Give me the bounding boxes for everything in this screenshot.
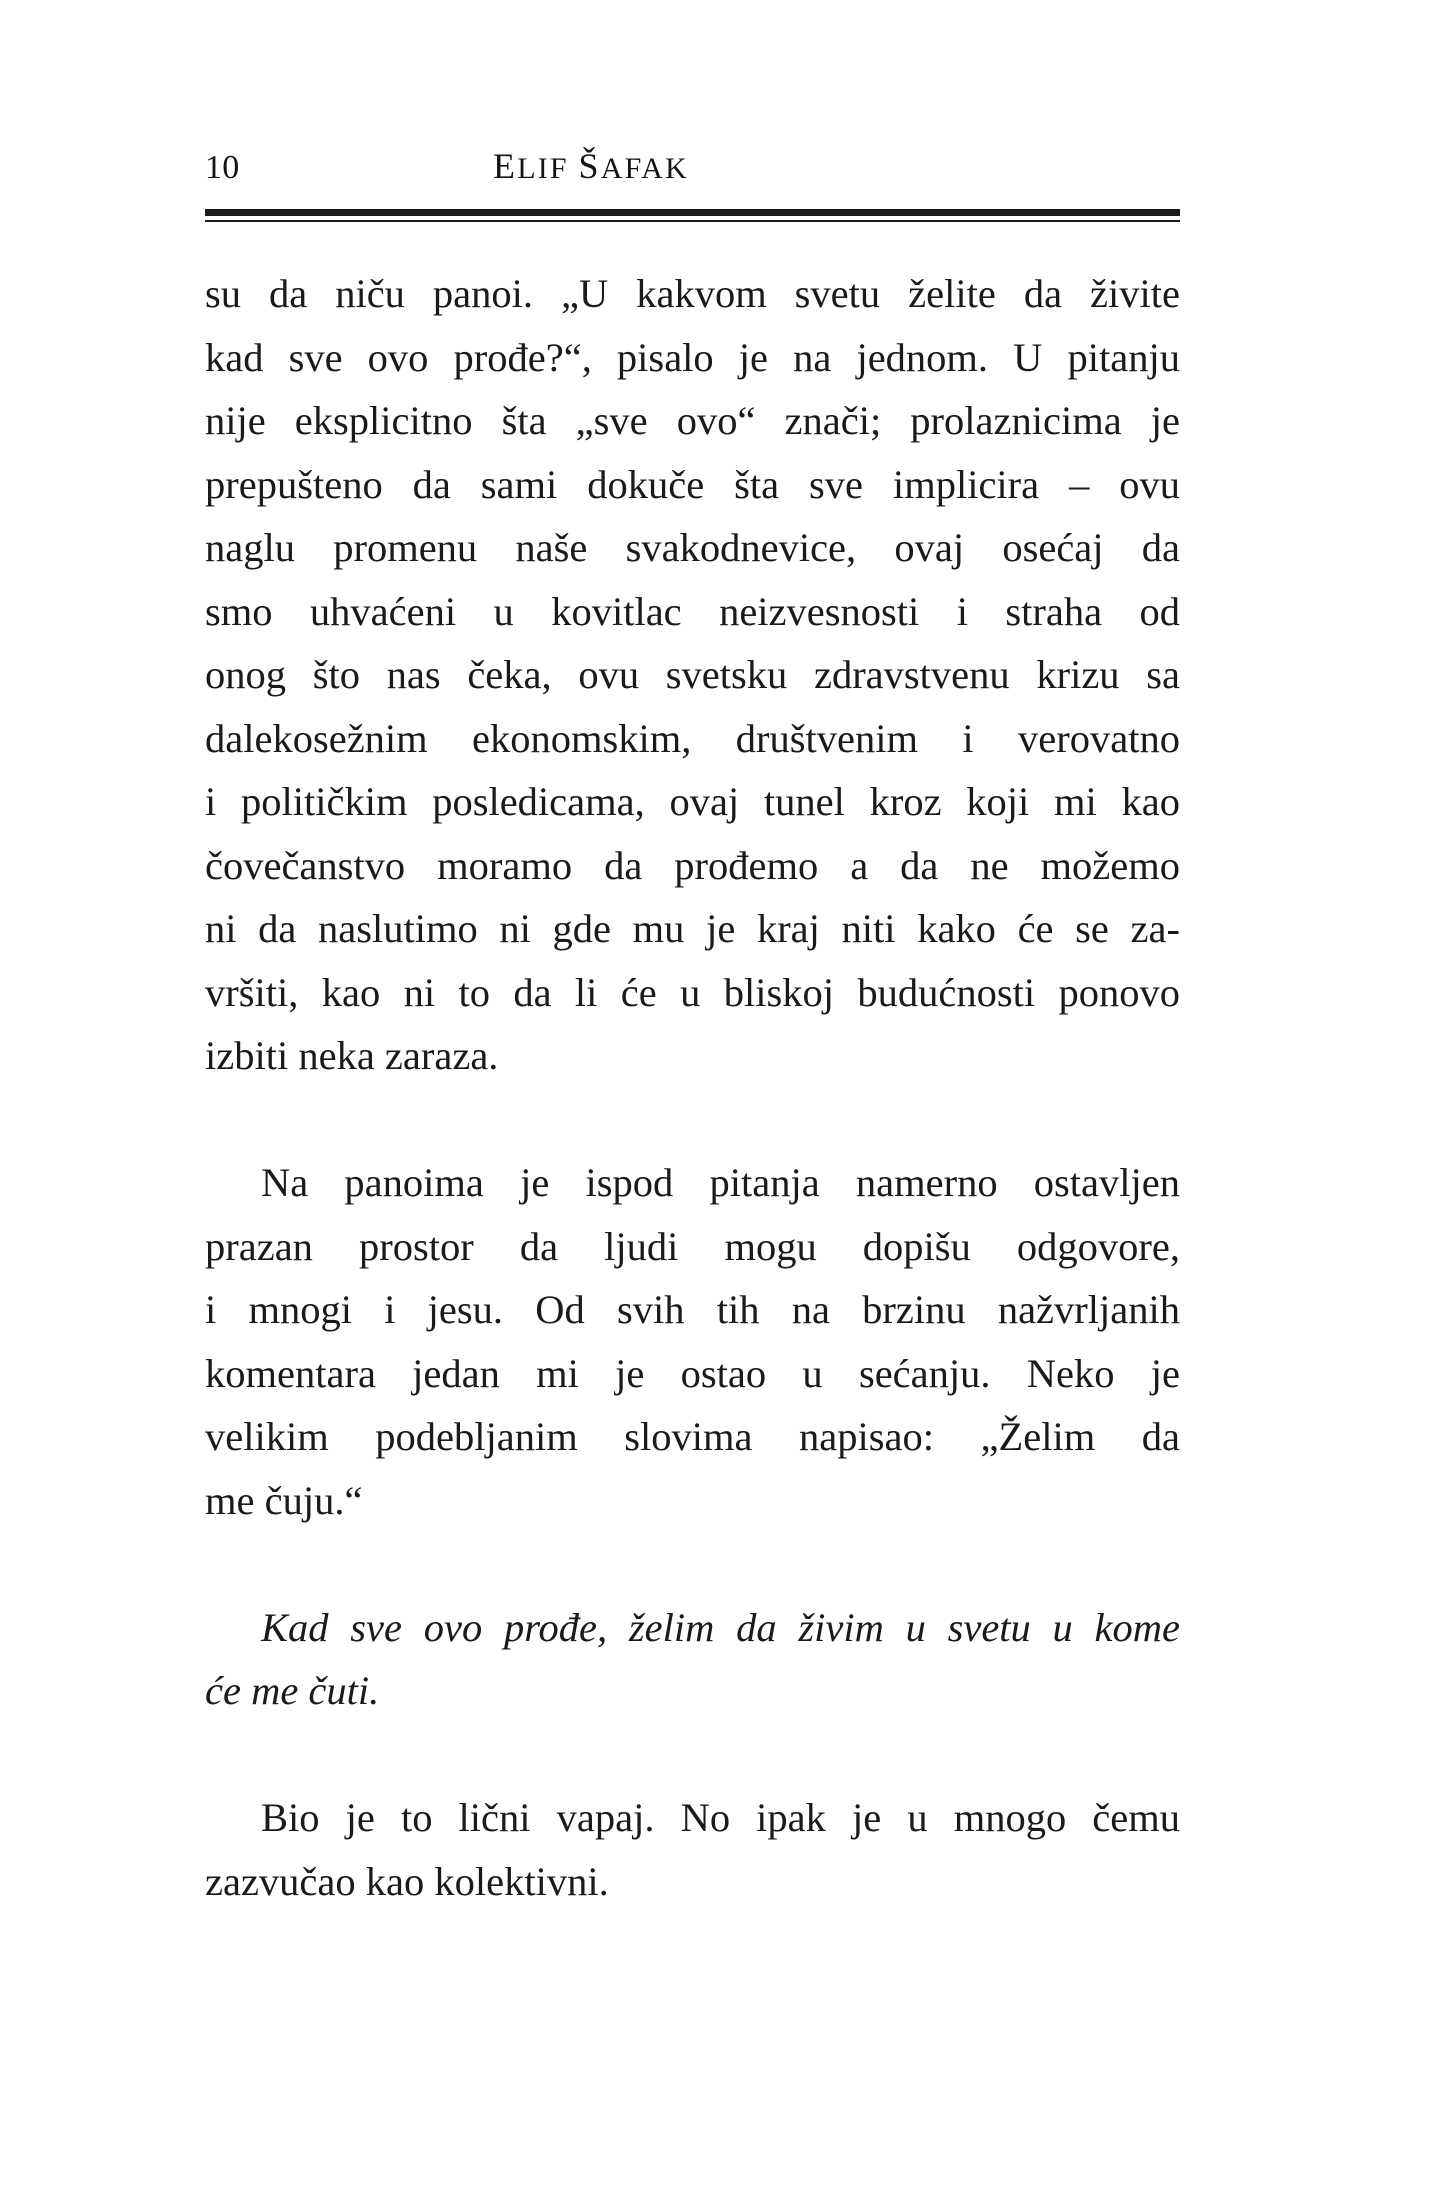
author-name-part-2: AFAK (600, 152, 690, 185)
text-line: ni da naslutimo ni gde mu je kraj niti kako će se za- (205, 906, 1180, 951)
text-line: kad sve ovo prođe?“, pisalo je na jednom. U pitanju (205, 334, 1180, 380)
text-line: zazvučao kao kolektivni. (205, 1858, 609, 1904)
author-initial-e: E (493, 146, 518, 186)
text-line: naglu promenu naše svakodnevice, ovaj osećaj da (205, 525, 1180, 570)
text-line: i političkim posledicama, ovaj tunel kroz koji mi kao (205, 779, 1180, 824)
text-line: prazan prostor da ljudi mogu dopišu odgovore, (205, 1223, 1180, 1269)
paragraph-spacer-2 (205, 1532, 1180, 1596)
text-line: velikim podebljanim slovima napisao: „Želim da (205, 1414, 1180, 1459)
text-block (205, 262, 1180, 1913)
text-line: čovečanstvo moramo da prođemo a da ne možemo (205, 842, 1180, 888)
paragraph-3-italic (205, 1596, 1180, 1723)
text-line: komentara jedan mi je ostao u sećanju. Neko je (205, 1350, 1180, 1396)
text-line: Kad sve ovo prođe, želim da živim u svetu u kome (261, 1604, 1180, 1650)
text-line: prepušteno da sami dokuče šta sve implicira – ovu (205, 461, 1180, 507)
text-line: onog što nas čeka, ovu svetsku zdravstvenu krizu sa (205, 652, 1180, 697)
running-head (205, 148, 1180, 198)
paragraph-2 (205, 1151, 1180, 1532)
rule-thin (205, 220, 1180, 222)
text-line: me čuju.“ (205, 1477, 363, 1523)
text-line: će me čuti. (205, 1668, 380, 1713)
page-number: 10 (205, 149, 240, 186)
text-line: vršiti, kao ni to da li će u bliskoj budućnosti ponovo (205, 969, 1180, 1015)
paragraph-spacer-1 (205, 1088, 1180, 1152)
text-line: izbiti neka zaraza. (205, 1033, 499, 1078)
text-line: su da niču panoi. „U kakvom svetu želite da živite (205, 271, 1180, 316)
text-line: Bio je to lični vapaj. No ipak je u mnogo čemu (261, 1795, 1180, 1840)
text-line: dalekosežnim ekonomskim, društvenim i verovatno (205, 715, 1180, 761)
author-name-part-1: LIF (517, 152, 579, 185)
text-line: smo uhvaćeni u kovitlac neizvesnosti i straha od (205, 588, 1180, 634)
text-line: nije eksplicitno šta „sve ovo“ znači; prolaznicima je (205, 398, 1180, 443)
paragraph-spacer-3 (205, 1723, 1180, 1787)
running-head-author (455, 148, 1180, 184)
header-double-rule (205, 209, 1180, 222)
author-initial-s-caron: Š (578, 146, 601, 186)
paragraph-4 (205, 1786, 1180, 1913)
rule-thick (205, 209, 1180, 216)
text-line: i mnogi i jesu. Od svih tih na brzinu nažvrljanih (205, 1287, 1180, 1332)
paragraph-1 (205, 262, 1180, 1088)
text-line: Na panoima je ispod pitanja namerno ostavljen (261, 1160, 1180, 1205)
